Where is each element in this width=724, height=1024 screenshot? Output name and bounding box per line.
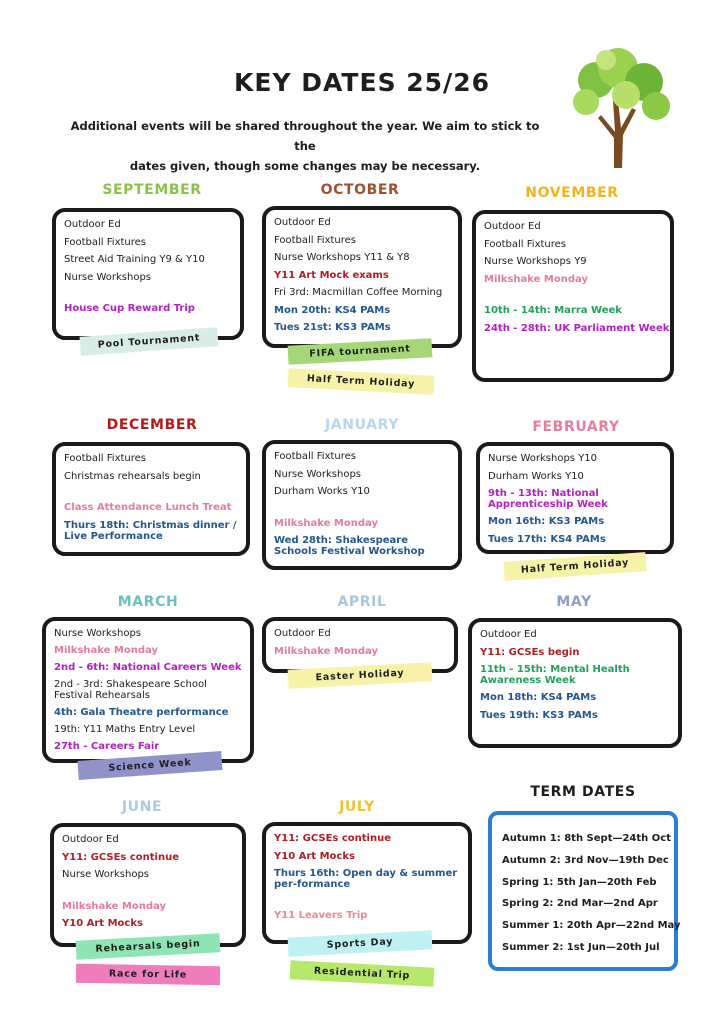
list-item: Mon 16th: KS3 PAMs [488,516,605,527]
list-item: Durham Works Y10 [488,470,584,482]
list-item: Nurse Workshops [54,628,142,639]
list-item: 19th: Y11 Maths Entry Level [54,724,196,735]
list-item: Milkshake Monday [274,517,378,529]
list-item: House Cup Reward Trip [64,303,195,314]
list-item: Outdoor Ed [480,629,537,640]
list-item: Football Fixtures [274,234,356,246]
list-item: 11th - 15th: Mental Health Awareness Week [480,664,630,686]
list-item: Y11: GCSEs begin [480,646,580,658]
list-item: Fri 3rd: Macmillan Coffee Morning [274,287,443,298]
tag-sports-day: Sports Day [288,930,433,957]
tag-rehearsals-begin: Rehearsals begin [76,933,221,960]
month-april-heading: APRIL [337,594,387,610]
month-july-box [262,822,472,944]
list-item: 9th - 13th: National Apprenticeship Week [488,488,608,510]
month-october-box [262,206,462,348]
list-item: Nurse Workshops Y9 [484,256,587,267]
tag-science-week: Science Week [78,751,223,780]
list-item: Outdoor Ed [484,221,541,232]
list-item: 24th - 28th: UK Parliament Week [484,322,670,334]
term-date-item: Spring 1: 5th Jan—20th Feb [502,876,657,888]
month-february-box [476,442,674,554]
month-may-box [468,618,682,748]
list-item: Nurse Workshops Y10 [488,453,598,464]
list-item: Football Fixtures [484,238,566,250]
term-dates-heading: TERM DATES [530,784,636,800]
month-march-heading: MARCH [117,594,179,610]
month-february-heading: FEBRUARY [532,419,620,435]
month-june-box [50,823,246,947]
list-item: Christmas rehearsals begin [64,470,201,482]
list-item: Y11 Leavers Trip [274,910,368,921]
list-item: Nurse Workshops [62,869,150,880]
list-item: Football Fixtures [64,236,146,248]
list-item: 2nd - 6th: National Careers Week [54,662,242,673]
term-date-item: Summer 1: 20th Apr—22nd May [502,920,681,932]
list-item: Tues 17th: KS4 PAMs [488,533,606,545]
month-november-heading: NOVEMBER [525,185,619,201]
list-item: Street Aid Training Y9 & Y10 [64,254,205,265]
term-date-item: Autumn 1: 8th Sept—24th Oct [502,833,671,844]
tag-residential-trip: Residential Trip [290,960,435,987]
list-item: Milkshake Monday [484,273,588,285]
tree-icon [556,40,686,170]
term-dates-box [488,811,681,971]
list-item: Y11: GCSEs continue [62,851,179,863]
term-date-item: Spring 2: 2nd Mar—2nd Apr [502,898,658,910]
month-december-box [52,442,250,556]
term-date-item: Autumn 2: 3rd Nov—19th Dec [502,854,669,866]
list-item: Football Fixtures [274,451,356,462]
month-july-heading: JULY [339,799,375,815]
list-item: Milkshake Monday [274,645,378,657]
list-item: Wed 28th: Shakespeare Schools Festival Workshop [274,535,425,557]
list-item: Outdoor Ed [274,217,331,228]
month-january-heading: JANUARY [325,417,399,433]
month-march-box [42,617,254,763]
list-item: Nurse Workshops [274,468,362,480]
list-item: 27th - Careers Fair [54,741,160,752]
list-item: Y11: GCSEs continue [274,833,391,844]
intro-line-1: Additional events will be shared throughout the year. We aim to stick to the [70,119,540,153]
month-september-heading: SEPTEMBER [102,182,202,198]
list-item: Milkshake Monday [62,900,166,912]
list-item: 2nd - 3rd: Shakespeare School Festival Rehearsals [54,679,207,701]
list-item: Outdoor Ed [274,628,331,639]
list-item: Y11 Art Mock exams [274,269,389,281]
list-item: 10th - 14th: Marra Week [484,305,622,316]
month-january-box [262,440,462,570]
list-item: Nurse Workshops Y11 & Y8 [274,252,410,263]
list-item: Outdoor Ed [62,834,119,845]
month-may-heading: MAY [556,594,592,610]
list-item: Tues 19th: KS3 PAMs [480,709,598,721]
list-item: Football Fixtures [64,453,146,464]
list-item: Outdoor Ed [64,219,121,230]
list-item: Y10 Art Mocks [274,850,355,862]
tag-fifa-tournament: FIFA tournament [288,338,433,365]
list-item: Thurs 18th: Christmas dinner / Live Performance [64,519,237,542]
list-item: Tues 21st: KS3 PAMs [274,322,391,333]
list-item: Y10 Art Mocks [62,918,143,929]
intro-line-2: dates given, though some changes may be necessary. [129,159,481,173]
month-september-box [52,208,244,340]
month-october-heading: OCTOBER [320,182,400,198]
tag-easter-holiday: Easter Holiday [288,662,433,689]
list-item: 4th: Gala Theatre performance [54,707,229,718]
list-item: Class Attendance Lunch Treat [64,502,232,513]
list-item: Milkshake Monday [54,645,158,656]
month-november-box [472,210,674,382]
month-december-heading: DECEMBER [106,417,198,433]
tag-half-term-holiday: Half Term Holiday [288,368,435,395]
list-item: Durham Works Y10 [274,486,370,497]
tag-pool-tournament: Pool Tournament [80,327,219,356]
term-date-item: Summer 2: 1st Jun—20th Jul [502,941,660,953]
page-title: KEY DATES 25/26 [234,68,490,97]
intro-text [60,116,550,176]
list-item: Nurse Workshops [64,271,152,283]
tag-race-for-life: Race for Life [76,964,220,986]
tag-half-term-holiday: Half Term Holiday [504,552,647,581]
list-item: Mon 20th: KS4 PAMs [274,304,391,316]
list-item: Mon 18th: KS4 PAMs [480,692,597,703]
month-june-heading: JUNE [121,799,163,815]
list-item: Thurs 16th: Open day & summer per-formance [274,868,458,890]
